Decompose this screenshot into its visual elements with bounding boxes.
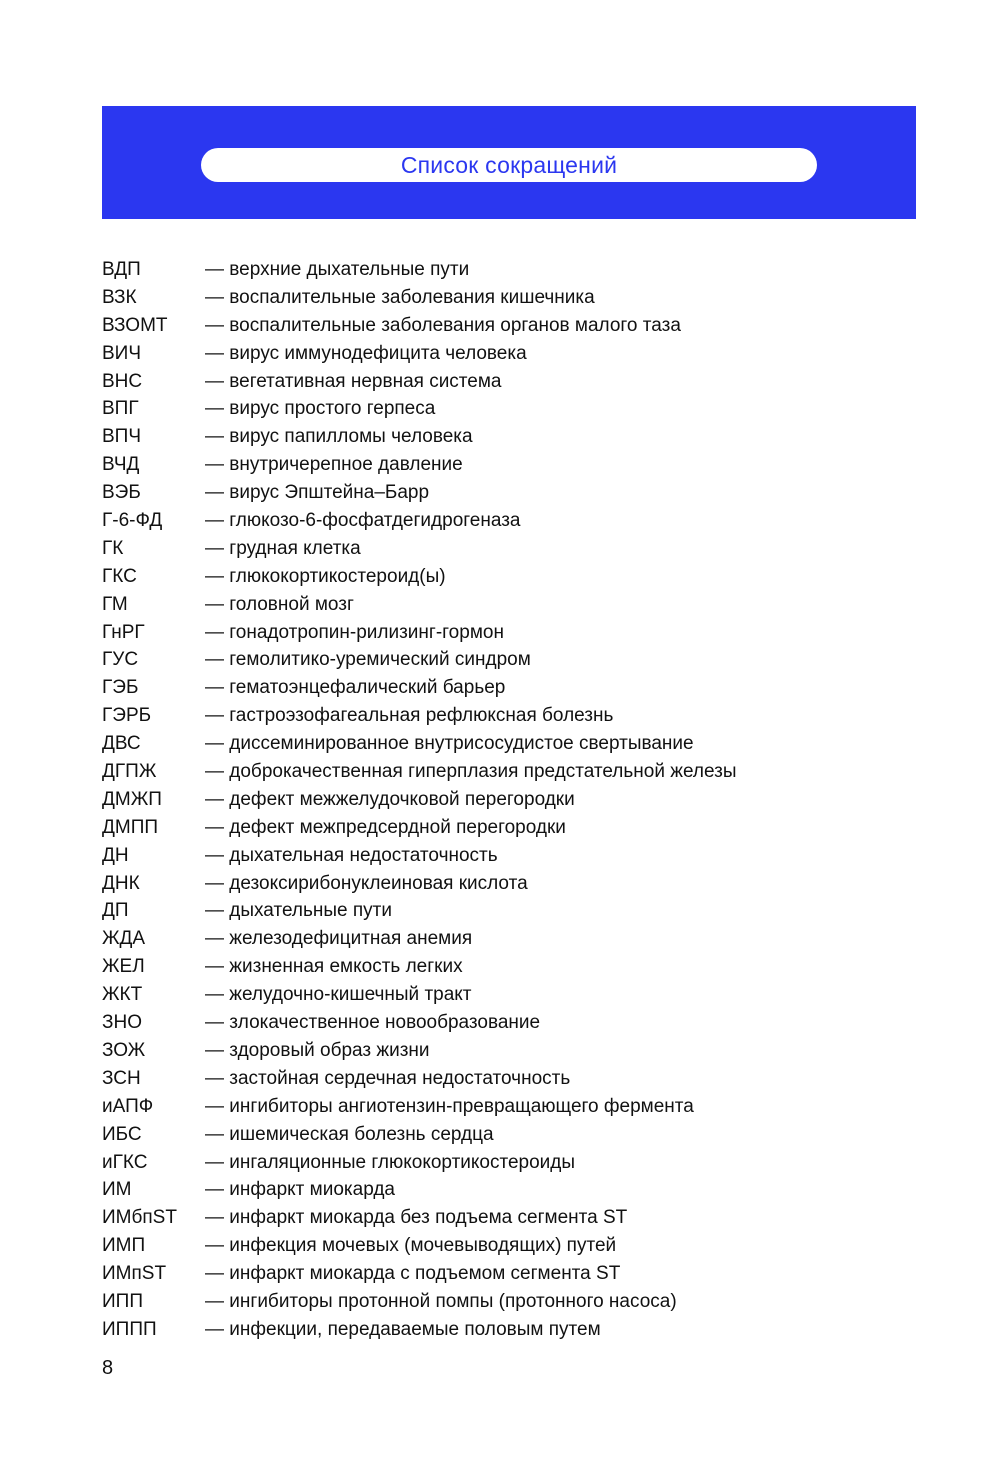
em-dash: —	[205, 928, 224, 950]
abbreviation-row	[102, 1232, 922, 1260]
abbreviation-row	[102, 1149, 922, 1177]
abbreviation-term: ВПГ	[102, 398, 139, 420]
abbreviation-definition: дефект межпредсердной перегородки	[229, 816, 566, 838]
abbreviation-row	[102, 619, 922, 647]
abbreviation-term: ГКС	[102, 565, 137, 587]
abbreviation-row	[102, 563, 922, 591]
abbreviation-term: ДГПЖ	[102, 761, 157, 783]
em-dash: —	[205, 984, 224, 1006]
em-dash: —	[205, 956, 224, 978]
abbreviation-definition: инфекции, передаваемые половым путем	[229, 1318, 601, 1340]
abbreviation-row	[102, 1288, 922, 1316]
abbreviation-definition: дыхательные пути	[229, 900, 392, 922]
abbreviation-row	[102, 1037, 922, 1065]
abbreviation-term: ИБС	[102, 1123, 142, 1145]
abbreviation-definition: вирус папилломы человека	[229, 426, 473, 448]
abbreviation-term: ВЭБ	[102, 482, 141, 504]
abbreviation-term: ДВС	[102, 733, 141, 755]
abbreviation-row	[102, 1121, 922, 1149]
em-dash: —	[205, 816, 224, 838]
em-dash: —	[205, 314, 224, 336]
abbreviation-term: ГЭБ	[102, 677, 139, 699]
em-dash: —	[205, 1318, 224, 1340]
abbreviation-row	[102, 591, 922, 619]
abbreviation-term: ДМЖП	[102, 788, 162, 810]
em-dash: —	[205, 1151, 224, 1173]
abbreviation-row	[102, 1204, 922, 1232]
abbreviation-term: ЗСН	[102, 1067, 141, 1089]
abbreviation-row	[102, 925, 922, 953]
abbreviation-definition: глюкозо-6-фосфатдегидрогеназа	[229, 510, 521, 532]
abbreviation-definition: здоровый образ жизни	[229, 1039, 430, 1061]
abbreviation-term: ЖКТ	[102, 984, 143, 1006]
abbreviation-term: ВДП	[102, 259, 141, 280]
abbreviation-definition: доброкачественная гиперплазия предстательной железы	[229, 761, 737, 783]
abbreviation-row	[102, 1316, 922, 1344]
abbreviation-row	[102, 1065, 922, 1093]
em-dash: —	[205, 1263, 224, 1285]
abbreviation-row	[102, 535, 922, 563]
em-dash: —	[205, 1235, 224, 1257]
em-dash: —	[205, 844, 224, 866]
abbreviation-definition: воспалительные заболевания кишечника	[229, 286, 595, 308]
abbreviation-term: ЖДА	[102, 928, 146, 950]
abbreviation-term: ЖЕЛ	[102, 956, 145, 978]
em-dash: —	[205, 733, 224, 755]
abbreviation-term: ВЧД	[102, 454, 140, 476]
em-dash: —	[205, 537, 224, 559]
em-dash: —	[205, 872, 224, 894]
em-dash: —	[205, 482, 224, 504]
abbreviation-term: ИПП	[102, 1290, 143, 1312]
abbreviation-row	[102, 1009, 922, 1037]
abbreviation-term: ГнРГ	[102, 621, 145, 643]
abbreviation-definition: грудная клетка	[229, 537, 361, 559]
em-dash: —	[205, 510, 224, 532]
abbreviation-definition: гонадотропин-рилизинг-гормон	[229, 621, 504, 643]
abbreviation-row	[102, 897, 922, 925]
abbreviation-term: ЗНО	[102, 1012, 142, 1034]
em-dash: —	[205, 1039, 224, 1061]
abbreviation-row	[102, 646, 922, 674]
abbreviation-term: ИМпST	[102, 1263, 167, 1285]
abbreviation-term: ВЗОМТ	[102, 314, 168, 336]
abbreviation-row	[102, 702, 922, 730]
abbreviation-definition: железодефицитная анемия	[229, 928, 473, 950]
abbreviation-term: ИМ	[102, 1179, 132, 1201]
abbreviation-definition: дефект межжелудочковой перегородки	[229, 788, 575, 810]
abbreviation-row	[102, 451, 922, 479]
abbreviation-definition: дезоксирибонуклеиновая кислота	[229, 872, 528, 894]
abbreviation-definition: вирус простого герпеса	[229, 398, 436, 420]
abbreviation-row	[102, 395, 922, 423]
abbreviation-term: ГМ	[102, 593, 128, 615]
abbreviation-definition: инфаркт миокарда без подъема сегмента ST	[229, 1207, 628, 1229]
abbreviation-definition: инфаркт миокарда с подъемом сегмента ST	[229, 1263, 621, 1285]
abbreviation-definition: вирус иммунодефицита человека	[229, 342, 527, 364]
em-dash: —	[205, 1207, 224, 1229]
abbreviation-row	[102, 423, 922, 451]
abbreviation-definition: ингибиторы протонной помпы (протонного насоса)	[229, 1290, 677, 1312]
abbreviation-definition: инфекция мочевых (мочевыводящих) путей	[229, 1235, 617, 1257]
abbreviation-row	[102, 786, 922, 814]
em-dash: —	[205, 565, 224, 587]
abbreviation-term: ГУС	[102, 649, 139, 671]
abbreviation-term: ЗОЖ	[102, 1039, 146, 1061]
abbreviation-row	[102, 1260, 922, 1288]
abbreviation-definition: вегетативная нервная система	[229, 370, 502, 392]
abbreviation-definition: ингибиторы ангиотензин-превращающего фермента	[229, 1095, 694, 1117]
abbreviation-definition: инфаркт миокарда	[229, 1179, 395, 1201]
em-dash: —	[205, 398, 224, 420]
abbreviation-definition: верхние дыхательные пути	[229, 259, 470, 280]
abbreviation-term: ИМП	[102, 1235, 146, 1257]
abbreviation-definition: диссеминированное внутрисосудистое свертывание	[229, 733, 694, 755]
abbreviation-row	[102, 1093, 922, 1121]
abbreviation-definition: гастроэзофагеальная рефлюксная болезнь	[229, 705, 614, 727]
page-number: 8	[102, 1357, 114, 1379]
abbreviation-term: ГК	[102, 537, 124, 559]
abbreviation-row	[102, 953, 922, 981]
abbreviation-definition: жизненная емкость легких	[229, 956, 463, 978]
abbreviation-row	[102, 1176, 922, 1204]
abbreviation-row	[102, 479, 922, 507]
em-dash: —	[205, 426, 224, 448]
abbreviation-definition: желудочно-кишечный тракт	[229, 984, 472, 1006]
abbreviation-row	[102, 674, 922, 702]
em-dash: —	[205, 649, 224, 671]
em-dash: —	[205, 1179, 224, 1201]
em-dash: —	[205, 788, 224, 810]
abbreviation-row	[102, 284, 922, 312]
abbreviation-term: иАПФ	[102, 1095, 154, 1117]
abbreviation-term: Г-6-ФД	[102, 510, 163, 532]
abbreviation-row	[102, 340, 922, 368]
abbreviation-row	[102, 368, 922, 396]
abbreviation-row	[102, 730, 922, 758]
em-dash: —	[205, 342, 224, 364]
abbreviation-definition: внутричерепное давление	[229, 454, 463, 476]
abbreviation-definition: воспалительные заболевания органов малого таза	[229, 314, 681, 336]
abbreviation-definition: ишемическая болезнь сердца	[229, 1123, 494, 1145]
em-dash: —	[205, 761, 224, 783]
abbreviation-row	[102, 814, 922, 842]
em-dash: —	[205, 705, 224, 727]
abbreviation-definition: вирус Эпштейна–Барр	[229, 482, 430, 504]
abbreviation-row	[102, 256, 922, 284]
abbreviation-row	[102, 981, 922, 1009]
em-dash: —	[205, 1095, 224, 1117]
abbreviation-term: ДН	[102, 844, 129, 866]
abbreviation-definition: ингаляционные глюкокортикостероиды	[229, 1151, 576, 1173]
em-dash: —	[205, 370, 224, 392]
header-band	[102, 106, 916, 219]
page-title: Список сокращений	[400, 151, 618, 178]
em-dash: —	[205, 900, 224, 922]
abbreviation-term: иГКС	[102, 1151, 148, 1173]
abbreviation-row	[102, 842, 922, 870]
abbreviation-term: ГЭРБ	[102, 705, 152, 727]
abbreviation-term: ДНК	[102, 872, 140, 894]
abbreviation-row	[102, 758, 922, 786]
abbreviation-list	[102, 256, 922, 1344]
abbreviation-definition: злокачественное новообразование	[229, 1012, 541, 1034]
abbreviation-term: ВИЧ	[102, 342, 141, 364]
abbreviation-definition: гемолитико-уремический синдром	[229, 649, 531, 671]
abbreviation-term: ИППП	[102, 1318, 157, 1340]
abbreviation-term: ВЗК	[102, 286, 137, 308]
em-dash: —	[205, 593, 224, 615]
abbreviation-term: ВНС	[102, 370, 143, 392]
abbreviation-row	[102, 870, 922, 898]
abbreviation-term: ДП	[102, 900, 129, 922]
abbreviation-definition: дыхательная недостаточность	[229, 844, 498, 866]
abbreviation-row	[102, 507, 922, 535]
em-dash: —	[205, 454, 224, 476]
em-dash: —	[205, 1012, 224, 1034]
em-dash: —	[205, 677, 224, 699]
abbreviation-row	[102, 312, 922, 340]
abbreviation-definition: гематоэнцефалический барьер	[229, 677, 506, 699]
abbreviation-definition: застойная сердечная недостаточность	[229, 1067, 571, 1089]
em-dash: —	[205, 1067, 224, 1089]
abbreviation-term: ВПЧ	[102, 426, 141, 448]
header-title-pill	[201, 148, 817, 182]
abbreviation-term: ДМПП	[102, 816, 159, 838]
em-dash: —	[205, 286, 224, 308]
abbreviation-term: ИМбпST	[102, 1207, 177, 1229]
em-dash: —	[205, 259, 224, 280]
em-dash: —	[205, 1123, 224, 1145]
abbreviation-definition: головной мозг	[229, 593, 354, 615]
em-dash: —	[205, 1290, 224, 1312]
em-dash: —	[205, 621, 224, 643]
abbreviation-definition: глюкокортикостероид(ы)	[229, 565, 446, 587]
